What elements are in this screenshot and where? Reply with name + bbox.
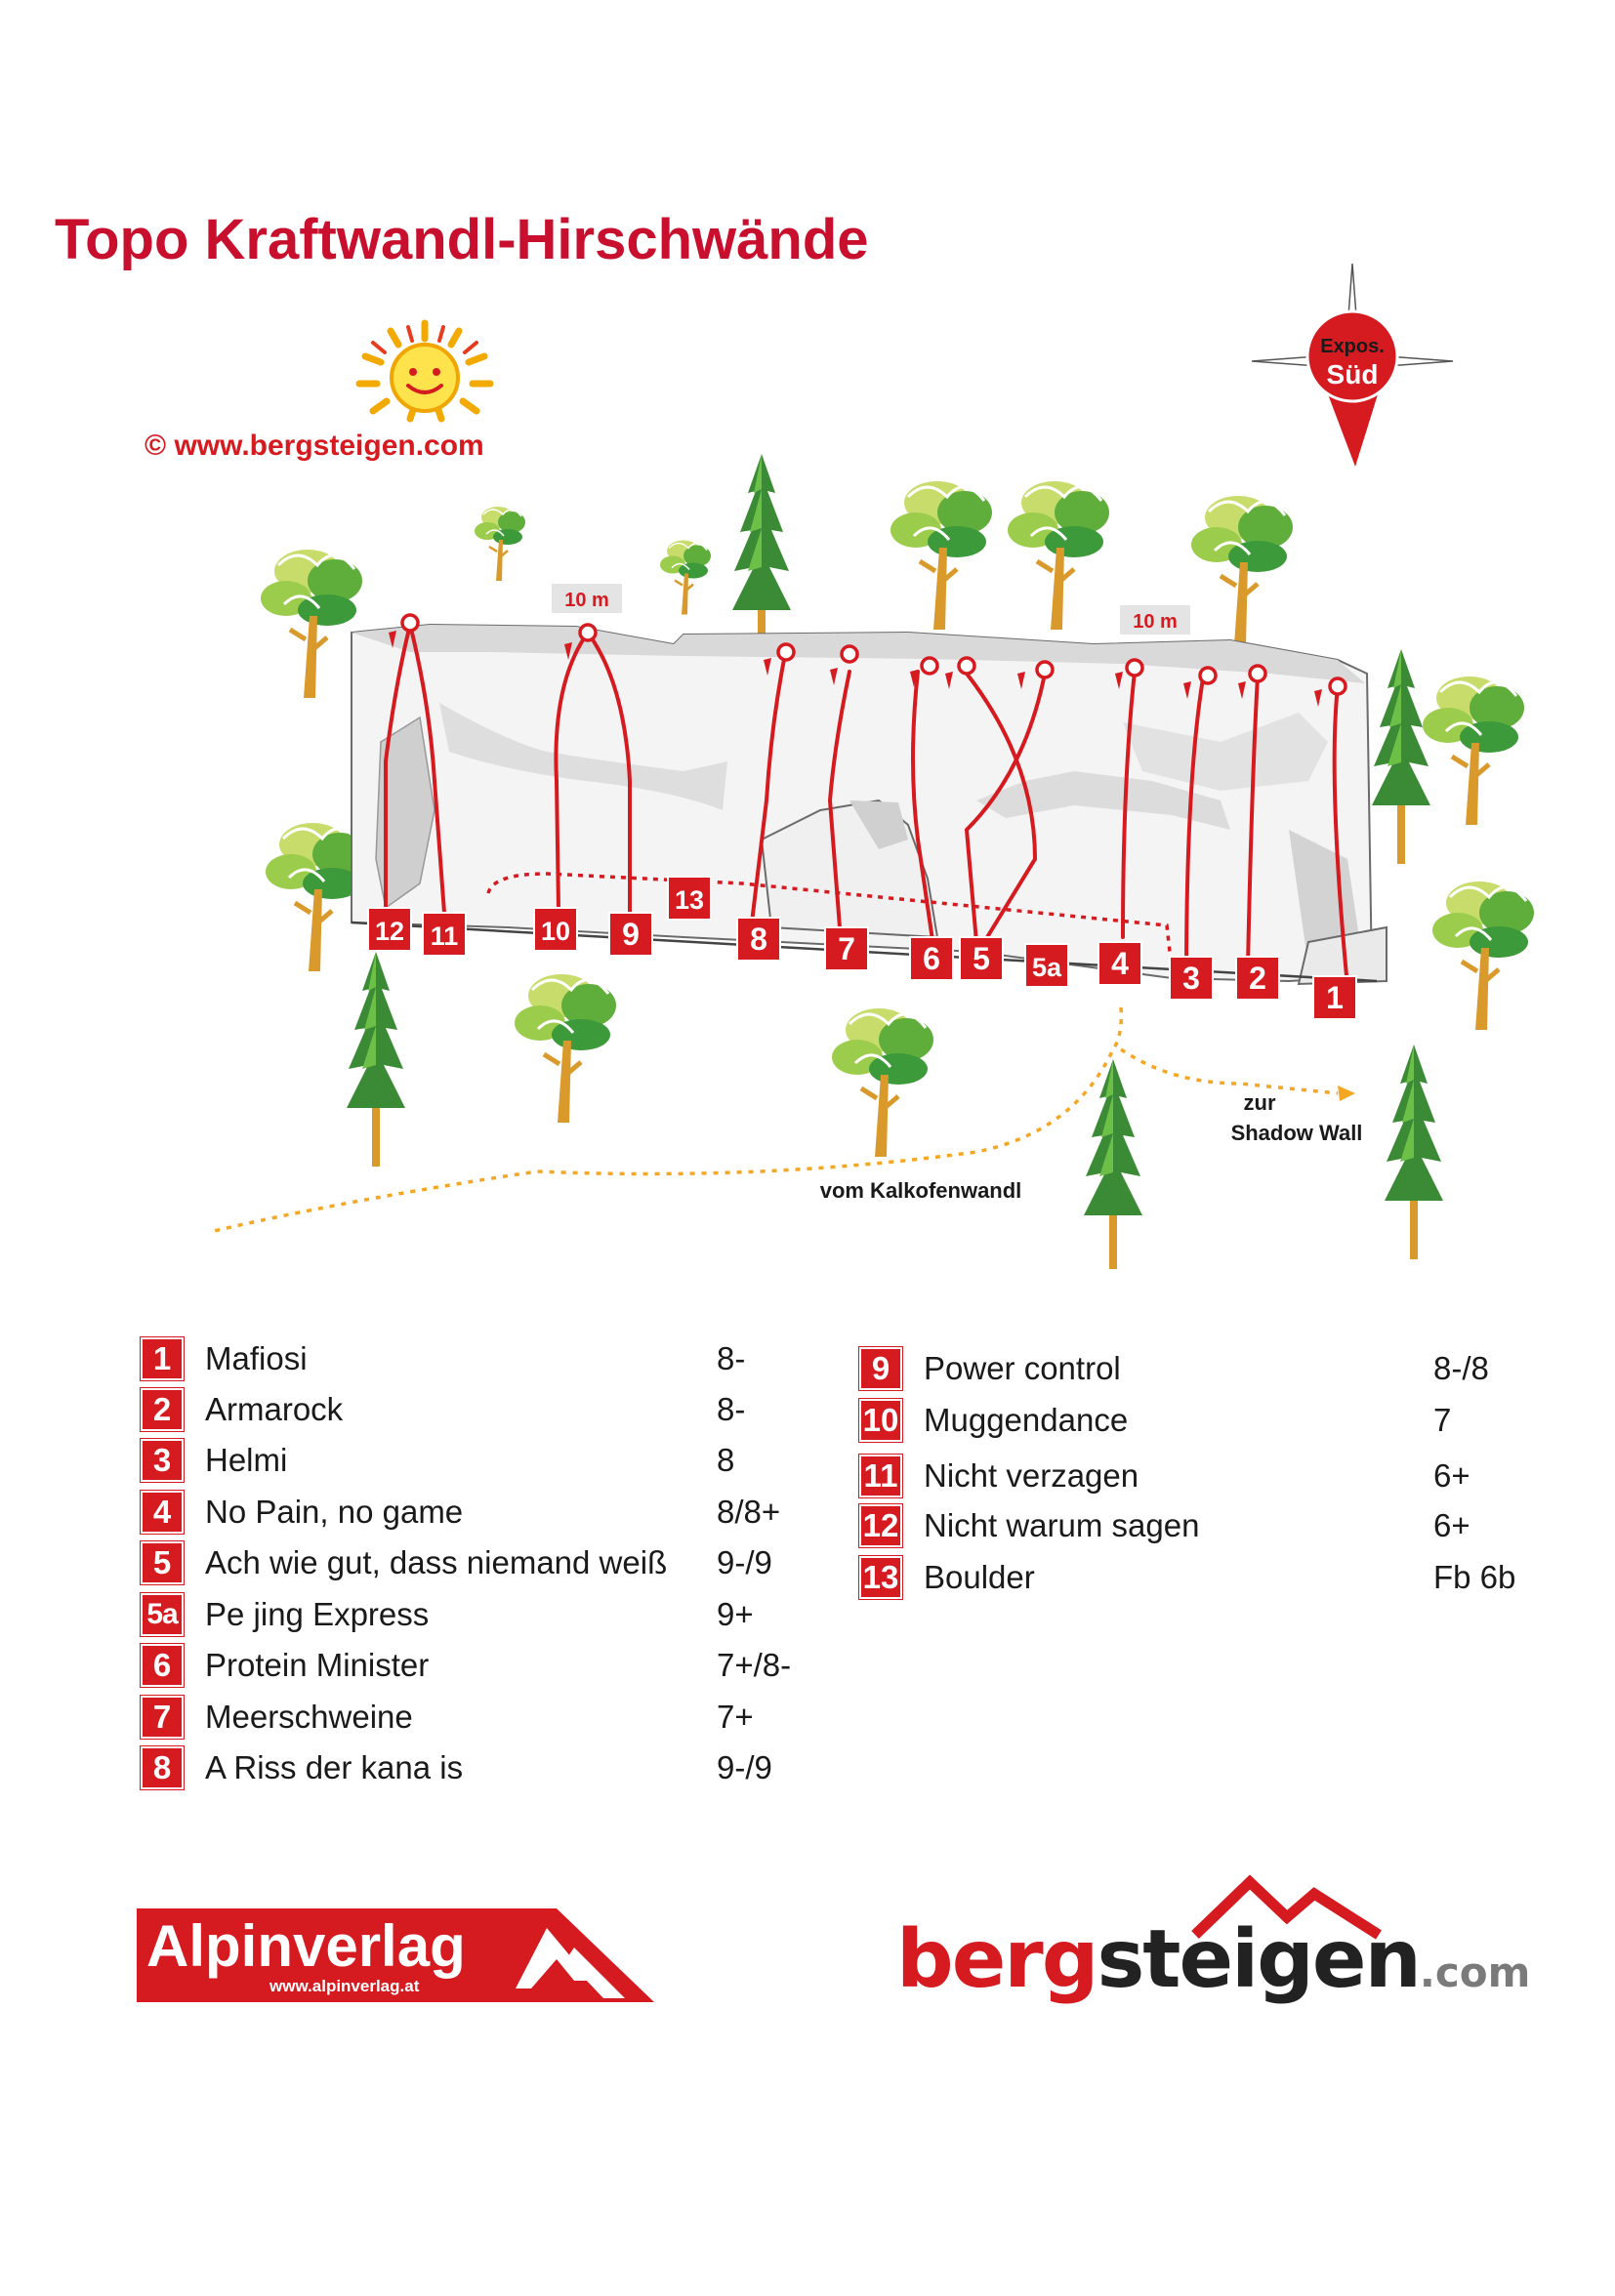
route-grade: 6+ — [1433, 1457, 1470, 1494]
legend-row — [859, 1347, 1489, 1390]
legend-row — [141, 1491, 781, 1534]
legend-row — [141, 1593, 754, 1636]
route-name: Pe jing Express — [205, 1596, 430, 1632]
route-grade: 9-/9 — [717, 1544, 772, 1580]
tree-icon — [515, 974, 616, 1123]
alpinverlag-name: Alpinverlag — [146, 1913, 466, 1979]
route-marker-label: 7 — [838, 931, 855, 966]
route-marker — [960, 937, 1003, 980]
route-marker-label: 1 — [1326, 980, 1344, 1015]
route-grade: 9-/9 — [717, 1749, 772, 1785]
route-name: A Riss der kana is — [205, 1749, 464, 1785]
route-grade: 6+ — [1433, 1507, 1470, 1543]
legend-row — [141, 1388, 746, 1431]
route-name: Protein Minister — [205, 1647, 430, 1683]
route-marker-label: 13 — [674, 885, 705, 915]
approach-to-label: zur — [1243, 1090, 1276, 1115]
route-marker-label: 11 — [430, 922, 459, 951]
route-grade: 8 — [717, 1442, 735, 1478]
bergsteigen-suffix: .com — [1419, 1948, 1531, 1996]
route-marker-label: 5 — [973, 941, 990, 976]
approach-from-label: vom Kalkofenwandl — [819, 1178, 1022, 1203]
tree-icon — [832, 1008, 933, 1157]
approach-to-destination: Shadow Wall — [1230, 1121, 1363, 1145]
scale-label: 10 m — [1133, 611, 1178, 633]
legend-row — [141, 1696, 754, 1739]
route-number-badge: 13 — [859, 1556, 902, 1599]
route-number-badge: 4 — [141, 1491, 184, 1534]
route-number-badge: 5a — [141, 1593, 184, 1636]
route-grade: 8-/8 — [1433, 1350, 1489, 1386]
tree-icon — [261, 550, 362, 698]
conifer-icon — [347, 952, 405, 1167]
route-name: Boulder — [924, 1559, 1035, 1595]
route-marker — [368, 908, 411, 951]
route-name: Helmi — [205, 1442, 288, 1478]
route-marker — [1313, 976, 1356, 1019]
alpinverlag-url: www.alpinverlag.at — [269, 1977, 420, 1995]
tree-icon — [890, 481, 992, 630]
route-marker — [609, 913, 652, 956]
route-marker — [1170, 957, 1213, 1000]
route-name: No Pain, no game — [205, 1494, 464, 1530]
route-marker — [423, 913, 466, 956]
tree-icon — [1423, 676, 1524, 825]
route-grade: 9+ — [717, 1596, 754, 1632]
route-name: Meerschweine — [205, 1699, 413, 1735]
route-number-badge: 5 — [141, 1541, 184, 1584]
route-name: Muggendance — [924, 1402, 1129, 1438]
route-marker-label: 3 — [1182, 961, 1200, 996]
route-marker-label: 12 — [374, 917, 405, 946]
route-name: Mafiosi — [205, 1340, 308, 1376]
compass-label-expos: Expos. — [1320, 336, 1385, 357]
conifer-icon — [1385, 1045, 1443, 1259]
alpinverlag-logo — [137, 1908, 654, 2002]
route-marker — [668, 877, 711, 920]
route-grade: 8/8+ — [717, 1494, 781, 1530]
route-grade: 7+/8- — [717, 1647, 792, 1683]
route-name: Power control — [924, 1350, 1121, 1386]
route-name: Armarock — [205, 1391, 344, 1427]
legend-row — [859, 1455, 1470, 1497]
route-name: Nicht warum sagen — [924, 1507, 1200, 1543]
copyright-text: © www.bergsteigen.com — [145, 430, 484, 462]
route-number-badge: 8 — [141, 1746, 184, 1789]
route-number-badge: 1 — [141, 1337, 184, 1380]
page-title: Topo Kraftwandl-Hirschwände — [55, 208, 869, 271]
route-number-badge: 7 — [141, 1696, 184, 1739]
conifer-icon — [1372, 649, 1430, 864]
route-marker-label: 5a — [1031, 953, 1062, 982]
route-grade: 7+ — [717, 1699, 754, 1735]
legend-row — [141, 1644, 792, 1687]
conifer-icon — [1084, 1059, 1142, 1269]
route-name: Ach wie gut, dass niemand weiß — [205, 1544, 668, 1580]
legend-row — [141, 1541, 772, 1584]
route-marker-label: 2 — [1249, 961, 1266, 996]
route-marker — [737, 918, 780, 961]
route-marker — [1236, 957, 1279, 1000]
bergsteigen-logo — [896, 1874, 1531, 2011]
bergsteigen-part2: steigen — [1097, 1913, 1420, 2006]
arrow-icon — [1338, 1086, 1355, 1101]
route-marker-label: 4 — [1111, 946, 1129, 981]
tree-icon — [1191, 496, 1293, 644]
route-number-badge: 2 — [141, 1388, 184, 1431]
route-number-badge: 6 — [141, 1644, 184, 1687]
scale-label: 10 m — [564, 590, 609, 611]
compass-label-direction: Süd — [1326, 359, 1379, 390]
route-marker-label: 8 — [750, 922, 767, 957]
route-marker — [825, 927, 868, 970]
legend-row — [859, 1556, 1516, 1599]
route-grade: 8- — [717, 1391, 746, 1427]
route-name: Nicht verzagen — [924, 1457, 1139, 1494]
route-marker — [1025, 944, 1068, 987]
legend-row — [141, 1439, 735, 1482]
route-number-badge: 12 — [859, 1504, 902, 1547]
route-marker — [910, 937, 953, 980]
bergsteigen-part1: berg — [896, 1913, 1097, 2006]
tree-icon — [1432, 882, 1534, 1030]
legend-row — [859, 1504, 1470, 1547]
route-grade: Fb 6b — [1433, 1559, 1516, 1595]
route-marker-label: 9 — [622, 917, 640, 952]
route-grade: 8- — [717, 1340, 746, 1376]
route-grade: 7 — [1433, 1402, 1452, 1438]
route-number-badge: 9 — [859, 1347, 902, 1390]
route-marker-label: 6 — [923, 941, 940, 976]
route-number-badge: 11 — [859, 1455, 902, 1497]
tree-icon — [1008, 481, 1109, 630]
legend-row — [141, 1337, 746, 1380]
route-number-badge: 10 — [859, 1399, 902, 1442]
route-marker — [1098, 942, 1141, 985]
route-marker-label: 10 — [540, 917, 571, 946]
bergsteigen-wordmark — [896, 1913, 1530, 2006]
route-marker — [534, 908, 577, 951]
legend-row — [859, 1399, 1452, 1442]
route-number-badge: 3 — [141, 1439, 184, 1482]
legend-row — [141, 1746, 772, 1789]
